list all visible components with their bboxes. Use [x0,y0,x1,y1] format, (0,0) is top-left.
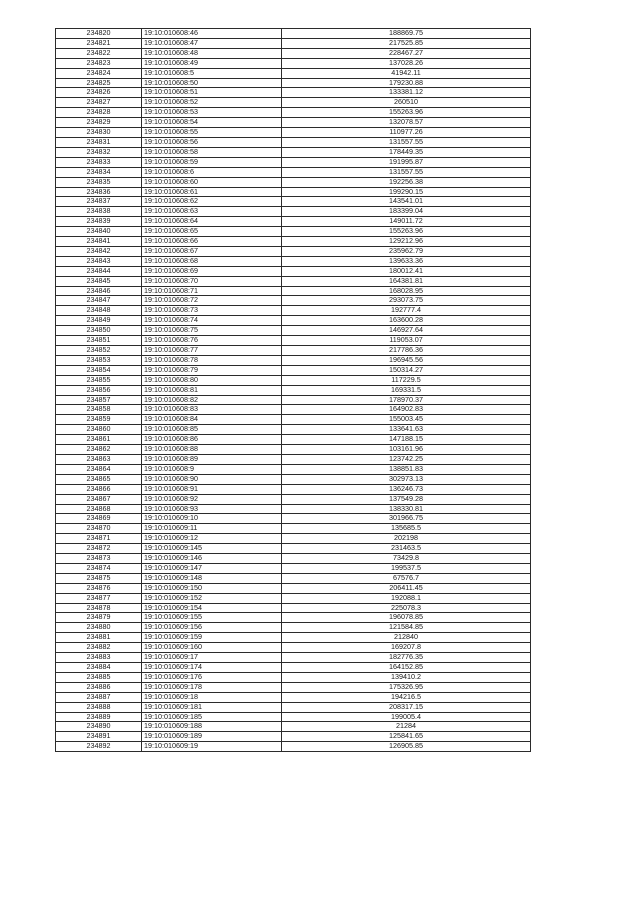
cadastral-number-cell: 19:10:010609:160 [142,643,282,653]
table-row [56,237,531,247]
row-id-cell: 234860 [56,425,142,435]
value-cell: 260510 [282,98,531,108]
value-cell: 217525.85 [282,38,531,48]
row-id-cell: 234834 [56,167,142,177]
cadastral-number-cell: 19:10:010609:19 [142,742,282,752]
row-id-cell: 234861 [56,435,142,445]
cadastral-number-cell: 19:10:010608:88 [142,445,282,455]
cadastral-number-cell: 19:10:010608:68 [142,256,282,266]
row-id-cell: 234821 [56,38,142,48]
table-row [56,672,531,682]
value-cell: 146927.64 [282,326,531,336]
table-row [56,633,531,643]
table-row [56,78,531,88]
value-cell: 136246.73 [282,484,531,494]
table-row [56,395,531,405]
cadastral-number-cell: 19:10:010608:86 [142,435,282,445]
cadastral-number-cell: 19:10:010608:79 [142,365,282,375]
cadastral-number-cell: 19:10:010608:53 [142,108,282,118]
row-id-cell: 234832 [56,147,142,157]
value-cell: 133381.12 [282,88,531,98]
value-cell: 139633.36 [282,256,531,266]
cadastral-number-cell: 19:10:010608:48 [142,48,282,58]
value-cell: 147188.15 [282,435,531,445]
row-id-cell: 234852 [56,346,142,356]
cadastral-number-cell: 19:10:010608:66 [142,237,282,247]
cadastral-number-cell: 19:10:010608:63 [142,207,282,217]
cadastral-number-cell: 19:10:010608:52 [142,98,282,108]
table-row [56,415,531,425]
value-cell: 169331.5 [282,385,531,395]
row-id-cell: 234846 [56,286,142,296]
table-row [56,355,531,365]
cadastral-number-cell: 19:10:010609:185 [142,712,282,722]
table-row [56,573,531,583]
cadastral-number-cell: 19:10:010608:93 [142,504,282,514]
value-cell: 212840 [282,633,531,643]
value-cell: 168028.95 [282,286,531,296]
table-row [56,593,531,603]
table-row [56,108,531,118]
row-id-cell: 234879 [56,613,142,623]
row-id-cell: 234888 [56,702,142,712]
row-id-cell: 234825 [56,78,142,88]
row-id-cell: 234886 [56,682,142,692]
row-id-cell: 234887 [56,692,142,702]
row-id-cell: 234873 [56,554,142,564]
value-cell: 192256.38 [282,177,531,187]
value-cell: 196945.56 [282,355,531,365]
table-row [56,702,531,712]
table-row [56,207,531,217]
value-cell: 117229.5 [282,375,531,385]
row-id-cell: 234835 [56,177,142,187]
row-id-cell: 234881 [56,633,142,643]
row-id-cell: 234883 [56,653,142,663]
row-id-cell: 234870 [56,524,142,534]
value-cell: 121584.85 [282,623,531,633]
row-id-cell: 234877 [56,593,142,603]
value-cell: 137549.28 [282,494,531,504]
value-cell: 155263.96 [282,108,531,118]
row-id-cell: 234828 [56,108,142,118]
table-row [56,336,531,346]
row-id-cell: 234878 [56,603,142,613]
value-cell: 41942.11 [282,68,531,78]
cadastral-number-cell: 19:10:010609:148 [142,573,282,583]
value-cell: 178970.37 [282,395,531,405]
table-row [56,732,531,742]
row-id-cell: 234875 [56,573,142,583]
value-cell: 199537.5 [282,563,531,573]
row-id-cell: 234851 [56,336,142,346]
cadastral-number-cell: 19:10:010608:89 [142,454,282,464]
cadastral-number-cell: 19:10:010609:150 [142,583,282,593]
table-body [56,29,531,752]
cadastral-number-cell: 19:10:010608:59 [142,157,282,167]
table-row [56,474,531,484]
row-id-cell: 234880 [56,623,142,633]
value-cell: 228467.27 [282,48,531,58]
value-cell: 164902.83 [282,405,531,415]
row-id-cell: 234876 [56,583,142,593]
table-row [56,682,531,692]
cadastral-number-cell: 19:10:010608:65 [142,227,282,237]
table-row [56,58,531,68]
table-row [56,514,531,524]
table-row [56,484,531,494]
value-cell: 125841.65 [282,732,531,742]
cadastral-number-cell: 19:10:010609:17 [142,653,282,663]
table-row [56,623,531,633]
table-row [56,167,531,177]
value-cell: 137028.26 [282,58,531,68]
row-id-cell: 234845 [56,276,142,286]
row-id-cell: 234842 [56,246,142,256]
table-row [56,128,531,138]
value-cell: 182776.35 [282,653,531,663]
value-cell: 199290.15 [282,187,531,197]
value-cell: 196078.85 [282,613,531,623]
table-row [56,157,531,167]
data-table [55,28,531,752]
table-row [56,48,531,58]
cadastral-number-cell: 19:10:010609:11 [142,524,282,534]
cadastral-number-cell: 19:10:010608:75 [142,326,282,336]
row-id-cell: 234884 [56,663,142,673]
row-id-cell: 234865 [56,474,142,484]
row-id-cell: 234836 [56,187,142,197]
row-id-cell: 234839 [56,217,142,227]
value-cell: 163600.28 [282,316,531,326]
cadastral-number-cell: 19:10:010608:54 [142,118,282,128]
table-row [56,722,531,732]
table-row [56,692,531,702]
table-row [56,137,531,147]
table-row [56,276,531,286]
cadastral-number-cell: 19:10:010609:145 [142,544,282,554]
cadastral-number-cell: 19:10:010609:178 [142,682,282,692]
row-id-cell: 234874 [56,563,142,573]
cadastral-number-cell: 19:10:010608:83 [142,405,282,415]
cadastral-number-cell: 19:10:010608:64 [142,217,282,227]
cadastral-number-cell: 19:10:010608:6 [142,167,282,177]
table-row [56,375,531,385]
row-id-cell: 234831 [56,137,142,147]
row-id-cell: 234848 [56,306,142,316]
table-row [56,197,531,207]
row-id-cell: 234882 [56,643,142,653]
value-cell: 178449.35 [282,147,531,157]
value-cell: 138330.81 [282,504,531,514]
cadastral-number-cell: 19:10:010608:55 [142,128,282,138]
row-id-cell: 234847 [56,296,142,306]
row-id-cell: 234830 [56,128,142,138]
cadastral-number-cell: 19:10:010609:154 [142,603,282,613]
value-cell: 131557.55 [282,167,531,177]
cadastral-number-cell: 19:10:010608:72 [142,296,282,306]
value-cell: 302973.13 [282,474,531,484]
row-id-cell: 234855 [56,375,142,385]
table-row [56,266,531,276]
cadastral-number-cell: 19:10:010608:47 [142,38,282,48]
table-row [56,256,531,266]
row-id-cell: 234829 [56,118,142,128]
cadastral-number-cell: 19:10:010609:176 [142,672,282,682]
cadastral-number-cell: 19:10:010608:61 [142,187,282,197]
value-cell: 217786.36 [282,346,531,356]
table-row [56,583,531,593]
value-cell: 175326.95 [282,682,531,692]
table-row [56,187,531,197]
table-row [56,445,531,455]
cadastral-number-cell: 19:10:010609:12 [142,534,282,544]
value-cell: 199005.4 [282,712,531,722]
cadastral-number-cell: 19:10:010609:159 [142,633,282,643]
row-id-cell: 234837 [56,197,142,207]
table-row [56,454,531,464]
row-id-cell: 234869 [56,514,142,524]
value-cell: 110977.26 [282,128,531,138]
row-id-cell: 234868 [56,504,142,514]
table-row [56,603,531,613]
value-cell: 188869.75 [282,29,531,39]
cadastral-number-cell: 19:10:010608:76 [142,336,282,346]
table-row [56,425,531,435]
table-row [56,554,531,564]
row-id-cell: 234850 [56,326,142,336]
cadastral-number-cell: 19:10:010609:18 [142,692,282,702]
cadastral-number-cell: 19:10:010609:188 [142,722,282,732]
cadastral-number-cell: 19:10:010608:85 [142,425,282,435]
row-id-cell: 234890 [56,722,142,732]
row-id-cell: 234822 [56,48,142,58]
cadastral-number-cell: 19:10:010608:60 [142,177,282,187]
cadastral-number-cell: 19:10:010608:58 [142,147,282,157]
row-id-cell: 234849 [56,316,142,326]
cadastral-number-cell: 19:10:010608:49 [142,58,282,68]
row-id-cell: 234859 [56,415,142,425]
cadastral-number-cell: 19:10:010608:78 [142,355,282,365]
cadastral-number-cell: 19:10:010608:77 [142,346,282,356]
row-id-cell: 234889 [56,712,142,722]
table-row [56,712,531,722]
cadastral-number-cell: 19:10:010609:156 [142,623,282,633]
cadastral-number-cell: 19:10:010608:69 [142,266,282,276]
value-cell: 67576.7 [282,573,531,583]
value-cell: 103161.96 [282,445,531,455]
row-id-cell: 234838 [56,207,142,217]
table-row [56,316,531,326]
value-cell: 155003.45 [282,415,531,425]
value-cell: 73429.8 [282,554,531,564]
cadastral-number-cell: 19:10:010608:62 [142,197,282,207]
table-row [56,326,531,336]
table-row [56,544,531,554]
cadastral-number-cell: 19:10:010609:10 [142,514,282,524]
table-row [56,385,531,395]
cadastral-number-cell: 19:10:010608:84 [142,415,282,425]
table-row [56,504,531,514]
row-id-cell: 234841 [56,237,142,247]
row-id-cell: 234843 [56,256,142,266]
cadastral-number-cell: 19:10:010608:90 [142,474,282,484]
row-id-cell: 234853 [56,355,142,365]
value-cell: 183399.04 [282,207,531,217]
cadastral-number-cell: 19:10:010608:70 [142,276,282,286]
value-cell: 21284 [282,722,531,732]
table-row [56,653,531,663]
value-cell: 164152.85 [282,663,531,673]
table-row [56,663,531,673]
cadastral-number-cell: 19:10:010608:82 [142,395,282,405]
cadastral-number-cell: 19:10:010608:9 [142,464,282,474]
value-cell: 206411.45 [282,583,531,593]
row-id-cell: 234872 [56,544,142,554]
row-id-cell: 234892 [56,742,142,752]
value-cell: 126905.85 [282,742,531,752]
table-row [56,147,531,157]
cadastral-number-cell: 19:10:010608:51 [142,88,282,98]
value-cell: 192777.4 [282,306,531,316]
value-cell: 143541.01 [282,197,531,207]
row-id-cell: 234844 [56,266,142,276]
value-cell: 129212.96 [282,237,531,247]
table-row [56,118,531,128]
row-id-cell: 234827 [56,98,142,108]
row-id-cell: 234891 [56,732,142,742]
table-row [56,98,531,108]
value-cell: 194216.5 [282,692,531,702]
cadastral-number-cell: 19:10:010609:181 [142,702,282,712]
value-cell: 150314.27 [282,365,531,375]
row-id-cell: 234840 [56,227,142,237]
value-cell: 164381.81 [282,276,531,286]
row-id-cell: 234866 [56,484,142,494]
row-id-cell: 234871 [56,534,142,544]
table-row [56,464,531,474]
table-row [56,286,531,296]
cadastral-number-cell: 19:10:010608:92 [142,494,282,504]
table-row [56,365,531,375]
row-id-cell: 234826 [56,88,142,98]
value-cell: 192088.1 [282,593,531,603]
cadastral-number-cell: 19:10:010609:152 [142,593,282,603]
table-row [56,88,531,98]
row-id-cell: 234820 [56,29,142,39]
row-id-cell: 234833 [56,157,142,167]
row-id-cell: 234823 [56,58,142,68]
value-cell: 208317.15 [282,702,531,712]
cadastral-number-cell: 19:10:010608:71 [142,286,282,296]
table-row [56,177,531,187]
value-cell: 235962.79 [282,246,531,256]
row-id-cell: 234856 [56,385,142,395]
value-cell: 138851.83 [282,464,531,474]
table-row [56,346,531,356]
table-row [56,613,531,623]
row-id-cell: 234862 [56,445,142,455]
value-cell: 191995.87 [282,157,531,167]
table-row [56,306,531,316]
row-id-cell: 234858 [56,405,142,415]
cadastral-number-cell: 19:10:010609:189 [142,732,282,742]
table-row [56,742,531,752]
cadastral-number-cell: 19:10:010609:155 [142,613,282,623]
table-row [56,405,531,415]
value-cell: 225078.3 [282,603,531,613]
cadastral-number-cell: 19:10:010608:56 [142,137,282,147]
row-id-cell: 234867 [56,494,142,504]
row-id-cell: 234864 [56,464,142,474]
value-cell: 293073.75 [282,296,531,306]
cadastral-number-cell: 19:10:010609:146 [142,554,282,564]
row-id-cell: 234863 [56,454,142,464]
value-cell: 180012.41 [282,266,531,276]
cadastral-number-cell: 19:10:010608:67 [142,246,282,256]
cadastral-number-cell: 19:10:010608:91 [142,484,282,494]
value-cell: 231463.5 [282,544,531,554]
table-row [56,68,531,78]
value-cell: 179230.88 [282,78,531,88]
cadastral-number-cell: 19:10:010608:46 [142,29,282,39]
value-cell: 135685.5 [282,524,531,534]
row-id-cell: 234857 [56,395,142,405]
value-cell: 123742.25 [282,454,531,464]
value-cell: 202198 [282,534,531,544]
row-id-cell: 234885 [56,672,142,682]
table-row [56,217,531,227]
value-cell: 133641.63 [282,425,531,435]
value-cell: 301966.75 [282,514,531,524]
value-cell: 119053.07 [282,336,531,346]
table-row [56,563,531,573]
cadastral-number-cell: 19:10:010608:80 [142,375,282,385]
table-row [56,38,531,48]
value-cell: 139410.2 [282,672,531,682]
value-cell: 131557.55 [282,137,531,147]
cadastral-number-cell: 19:10:010608:50 [142,78,282,88]
cadastral-number-cell: 19:10:010608:73 [142,306,282,316]
table-row [56,643,531,653]
cadastral-number-cell: 19:10:010608:74 [142,316,282,326]
value-cell: 132078.57 [282,118,531,128]
table-row [56,534,531,544]
table-row [56,494,531,504]
cadastral-number-cell: 19:10:010608:81 [142,385,282,395]
table-row [56,246,531,256]
table-row [56,296,531,306]
table-row [56,227,531,237]
cadastral-number-cell: 19:10:010609:174 [142,663,282,673]
cadastral-number-cell: 19:10:010609:147 [142,563,282,573]
table-row [56,524,531,534]
value-cell: 155263.96 [282,227,531,237]
table-row [56,29,531,39]
table-row [56,435,531,445]
value-cell: 149011.72 [282,217,531,227]
row-id-cell: 234824 [56,68,142,78]
value-cell: 169207.8 [282,643,531,653]
cadastral-number-cell: 19:10:010608:5 [142,68,282,78]
row-id-cell: 234854 [56,365,142,375]
